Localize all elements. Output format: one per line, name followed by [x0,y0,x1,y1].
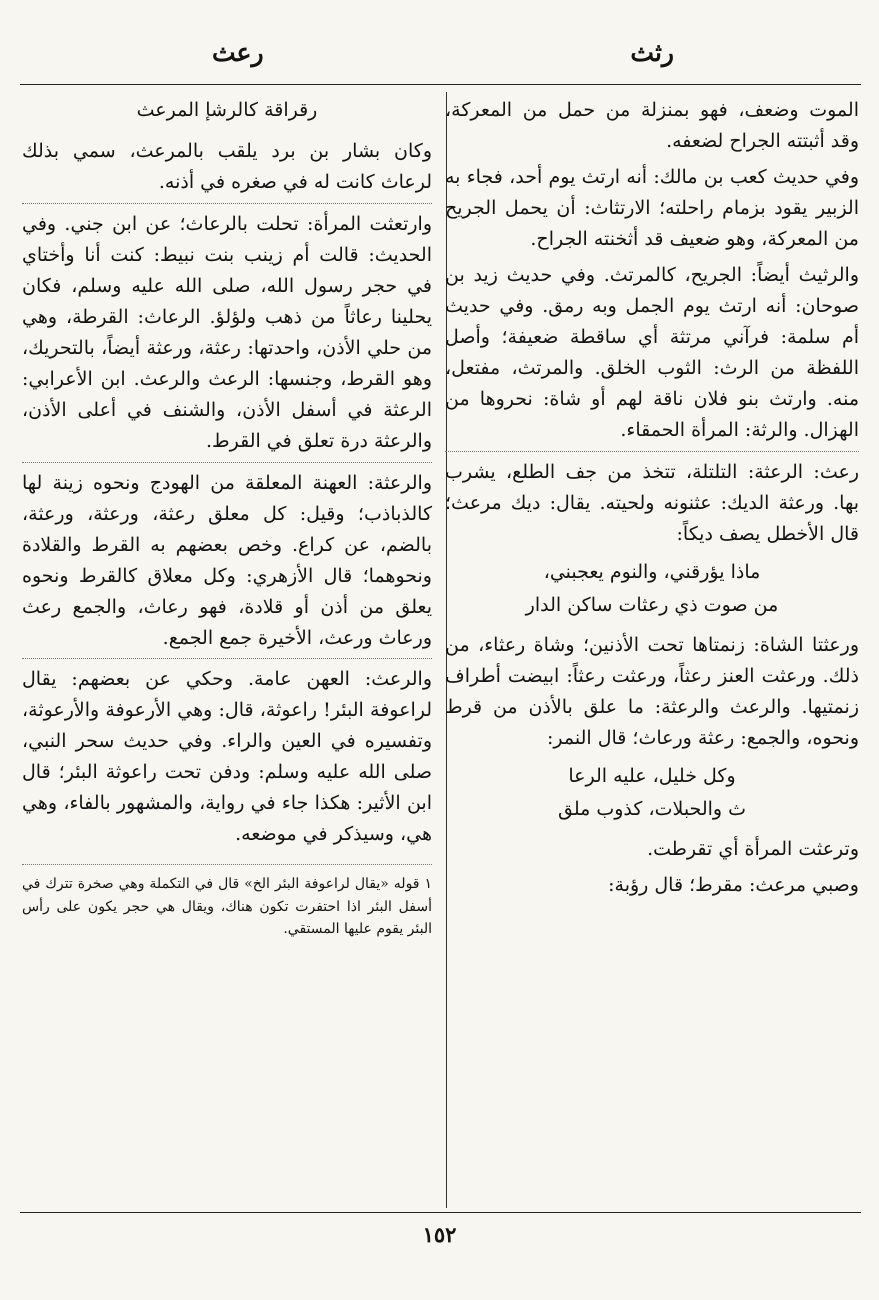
entry-separator [445,451,859,452]
header-right-entry: رثث [630,38,674,67]
paragraph: وترعثت المرأة أي تقرطت. [647,838,859,861]
poem-line: وكل خليل، عليه الرعا [568,764,736,787]
paragraph: والرعثة: العهنة المعلقة من الهودج ونحوه زينة لها كالذباذب؛ وقيل: كل معلق رعثة، ورعثة، ورعثة، بالضم، عن كراع. وخص بعضهم به القرط والقلادة ونحوهما؛ قال الأزهري: وكل معلاق كالقرط ونحوه يعلق من أذن أو قلادة، فهو رعاث، والجمع رعث ورعاث ورعث، الأخيرة جمع الجمع. [22,471,432,649]
entry-paragraph: رعث: الرعثة: التلتلة، تتخذ من جف الطلع، يشرب بها. ورعثة الديك: عثنونه ولحيته. يقال: ديك مرعث؛ قال الأخطل يصف ديكاً: [445,460,859,545]
header-left-entry: رعث [212,38,264,67]
paragraph: الموت وضعف، فهو بمنزلة من حمل من المعركة، وقد أثبتته الجراح لضعفه. [445,99,859,152]
entry-separator [22,462,432,463]
right-column [445,95,859,1205]
left-column [22,95,432,1205]
paragraph: وصبي مرعث: مقرط؛ قال رؤبة: [608,874,859,897]
poem-line: ماذا يؤرقني، والنوم يعجبني، [543,560,761,583]
paragraph: والرثيث أيضاً: الجريح، كالمرتث. وفي حديث زيد بن صوحان: أنه ارتث يوم الجمل وبه رمق. وفي حديث أم سلمة: فرآني مرتثة أي ساقطة ضعيفة؛ وأصل اللفظة من الرث: الثوب الخلق. والمرتث، مفتعل، منه. وارتث بنو فلان ناقة لهم أو شاة: نحروها من الهزال. والرثة: المرأة الحمقاء. [445,263,860,441]
poem-line: من صوت ذي رعثات ساكن الدار [525,593,779,616]
verse-line: رقراقة كالرشإ المرعث [136,99,318,121]
entry-separator [22,203,432,204]
paragraph: ورعثتا الشاة: زنمتاها تحت الأذنين؛ وشاة رعثاء، من ذلك. ورعثت العنز رعثاً، ورعثت رعثاً: ابيضت أطراف زنمتيها. والرعث والرعثة: ما علق بالأذن من قرط ونحوه، والجمع: رعثة ورعاث؛ قال النمر: [445,634,859,749]
poem-block [445,556,859,623]
footnote: ١ قوله «يقال لراعوفة البئر الخ» قال في التكملة وهي صخرة تترك في أسفل البئر اذا احتفرت تكون هناك، ويقال هي حجر يكون على رأس البئر يقوم عليها المستقي. [22,876,432,938]
page-header [0,38,879,78]
paragraph: وكان بشار بن برد يلقب بالمرعث، سمي بذلك لرعاث كانت له في صغره في أذنه. [22,139,432,193]
page-number: ١٥٢ [422,1222,457,1247]
top-rule [20,84,861,85]
poem-line: ث والحبلات، كذوب ملق [558,798,746,821]
paragraph: والرعث: العهن عامة. وحكي عن بعضهم: يقال لراعوفة البئر! راعوثة، قال: وهي الأرعوفة والأرعوثة، وتفسيره في العين والراء. وفي حديث سحر النبي، صلى الله عليه وسلم: ودفن تحت راعوثة البئر؛ قال ابن الأثير: هكذا جاء في رواية، والمشهور بالفاء، وهي هي، وسيذكر في موضعه. [22,668,432,846]
paragraph: وارتعثت المرأة: تحلت بالرعاث؛ عن ابن جني. وفي الحديث: قالت أم زينب بنت نبيط: كنت أنا وأختاي في حجر رسول الله، صلى الله عليه وسلم، فكان يحلينا رعاثاً من ذهب ولؤلؤ. الرعاث: القرطة، وهي من حلي الأذن، واحدتها: رعثة، ورعثة أيضاً، بالتحريك، وهو القرط، وجنسها: الرعث والرعث. ابن الأعرابي: الرعثة في أسفل الأذن، والشنف في أعلى الأذن، والرعثة درة تعلق في القرط. [22,212,432,452]
entry-separator [22,658,432,659]
poem-block [445,760,859,827]
paragraph: وفي حديث كعب بن مالك: أنه ارتث يوم أحد، فجاء به الزبير يقود بزمام راحلته؛ الارتثاث: أن يحمل الجريح من المعركة، وهو ضعيف قد أثخنته الجراح. [445,165,859,250]
bottom-rule [20,1212,861,1213]
footnote-separator [22,864,432,865]
